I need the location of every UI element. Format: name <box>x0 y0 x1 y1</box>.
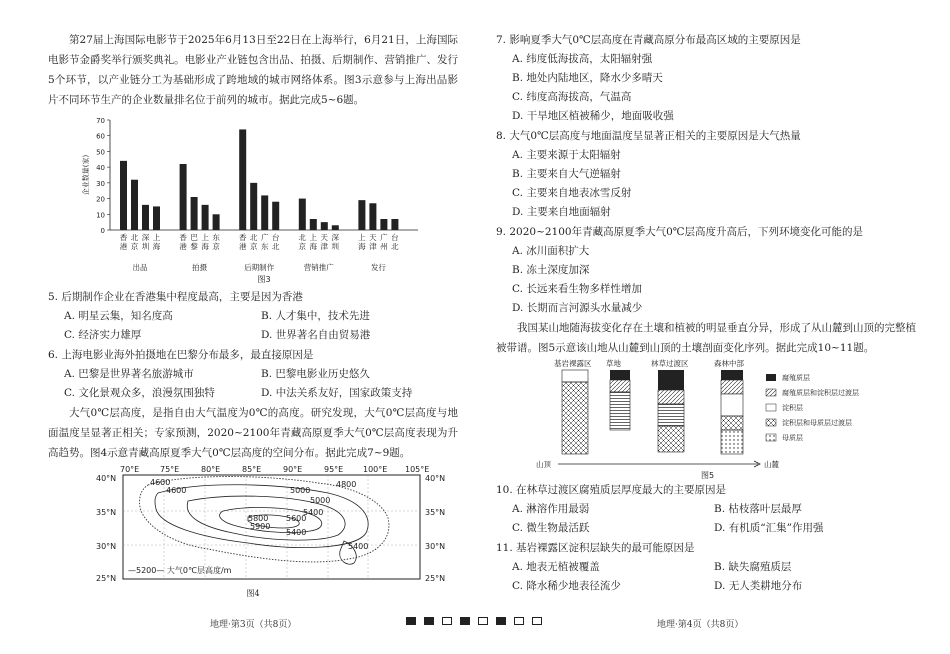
x-tick-label: 香 <box>119 233 128 242</box>
legend-label: 母质层 <box>782 434 803 442</box>
bar <box>202 205 209 230</box>
legend-label: 淀积层 <box>782 404 803 412</box>
bar <box>391 219 398 230</box>
q11-option-c[interactable]: C. 降水稀少地表径流少 <box>512 580 621 592</box>
group-label: 拍摄 <box>192 263 208 272</box>
x-tick-label: 京 <box>298 242 307 251</box>
question-10-options <box>496 500 916 538</box>
x-tick-label: 津 <box>320 242 329 251</box>
x-tick-label: 京 <box>249 242 258 251</box>
q9-option-c[interactable]: C. 长远来看生物多样性增加 <box>512 283 642 295</box>
contour-label: 4600 <box>150 478 171 487</box>
q8-option-c[interactable]: C. 主要来自地表冰雪反射 <box>512 187 632 199</box>
lon-label: 100°E <box>363 465 388 474</box>
q7-option-d[interactable]: D. 干旱地区植被稀少，地面吸收强 <box>512 110 674 122</box>
figure-5-soil-profile <box>496 358 916 480</box>
x-tick-label: 海 <box>358 242 366 251</box>
page-footer-left: 地理·第3页（共8页） <box>210 620 297 630</box>
x-tick-label: 海 <box>201 242 209 251</box>
q5-option-b[interactable]: B. 人才集中，技术先进 <box>261 310 370 322</box>
figure-3-bar-chart <box>48 112 458 287</box>
q7-option-b[interactable]: B. 地处内陆地区，降水少多晴天 <box>512 72 663 84</box>
y-tick-label: 10 <box>96 211 105 220</box>
x-tick-label: 海 <box>152 242 161 251</box>
lon-label: 70°E <box>120 465 140 474</box>
x-tick-label: 台 <box>271 233 280 242</box>
question-6: 6. 上海电影业海外拍摄地在巴黎分布最多，最直接原因是 <box>48 349 314 361</box>
figure-3-caption: 图3 <box>257 275 271 284</box>
x-tick-label: 北 <box>391 242 399 251</box>
q11-option-b[interactable]: B. 缺失腐殖质层 <box>714 561 792 573</box>
q8-option-d[interactable]: D. 主要来自地面辐射 <box>512 206 611 218</box>
bar <box>358 200 365 230</box>
axis-left-label: 山顶 <box>536 460 551 469</box>
lat-label: 40°N <box>96 474 117 483</box>
question-5-options <box>48 307 458 345</box>
q10-option-c[interactable]: C. 微生物最活跃 <box>512 522 590 534</box>
x-tick-label: 天 <box>369 233 377 242</box>
zone-label: 林草过渡区 <box>651 359 689 368</box>
q6-option-c[interactable]: C. 文化景观众多，浪漫氛围独特 <box>64 387 215 399</box>
bar <box>153 206 160 230</box>
x-tick-label: 京 <box>212 242 220 251</box>
bar <box>380 219 387 230</box>
y-tick-label: 20 <box>96 195 105 204</box>
contour-label: 5600 <box>286 514 307 523</box>
bar <box>272 202 279 230</box>
x-tick-label: 台 <box>391 233 399 242</box>
x-tick-label: 圳 <box>331 242 340 251</box>
contour-label: 4800 <box>336 480 357 489</box>
lat-label-right: 30°N <box>425 542 446 551</box>
contour-label: 5400 <box>348 542 369 551</box>
marker <box>460 617 470 625</box>
contour-label: 5900 <box>250 522 271 531</box>
bar <box>321 222 328 230</box>
x-tick-label: 海 <box>309 242 318 251</box>
x-tick-label: 圳 <box>141 242 150 251</box>
contour-label: 4600 <box>166 486 187 495</box>
x-tick-label: 深 <box>141 233 150 242</box>
q6-option-b[interactable]: B. 巴黎电影业历史悠久 <box>261 368 370 380</box>
x-tick-label: 上 <box>152 233 161 242</box>
x-tick-label: 上 <box>358 233 366 242</box>
group-label: 出品 <box>132 263 148 272</box>
intro-7-9: 大气0℃层高度，是指自由大气温度为0℃的高度。研究发现，大气0℃层高度与地面温度呈显著正相关；专家预测，2020~2100年青藏高原夏季大气0℃层高度表现为升高趋势。图4示意青藏高原夏季大气0℃层高度的空间分布。据此完成7~9题。 <box>48 407 458 459</box>
q8-option-a[interactable]: A. 主要来源于太阳辐射 <box>512 149 621 161</box>
contour-label: 5000 <box>310 496 331 505</box>
contour-label: 5800 <box>248 514 269 523</box>
x-tick-label: 北 <box>249 233 258 242</box>
y-tick-label: 50 <box>96 148 105 157</box>
lon-label: 80°E <box>201 465 221 474</box>
axis-right-label: 山麓 <box>764 460 779 469</box>
lat-label-right: 35°N <box>425 508 446 517</box>
x-tick-label: 上 <box>309 233 318 242</box>
x-tick-label: 上 <box>201 233 209 242</box>
x-tick-label: 港 <box>119 242 128 251</box>
question-11: 11. 基岩裸露区淀积层缺失的最可能原因是 <box>496 542 695 554</box>
bar <box>332 225 339 230</box>
q7-option-c[interactable]: C. 纬度高海拔高，气温高 <box>512 91 632 103</box>
q11-option-d[interactable]: D. 无人类耕地分布 <box>714 580 803 592</box>
q11-option-a[interactable]: A. 地表无植被覆盖 <box>512 561 600 573</box>
group-label: 后期制作 <box>244 263 275 272</box>
lon-label: 90°E <box>283 465 303 474</box>
x-tick-label: 京 <box>130 242 139 251</box>
contour-label: 5400 <box>303 508 324 517</box>
bar <box>250 183 257 230</box>
page-markers <box>402 617 546 628</box>
lat-label: 30°N <box>96 542 117 551</box>
lon-label: 85°E <box>242 465 262 474</box>
bar <box>310 219 317 230</box>
bar <box>191 197 198 230</box>
left-column <box>48 30 458 599</box>
marker <box>532 617 542 625</box>
bar <box>261 195 268 230</box>
x-tick-label: 北 <box>298 233 307 242</box>
y-tick-label: 30 <box>96 179 105 188</box>
lat-label: 25°N <box>96 574 117 583</box>
x-tick-label: 港 <box>238 242 247 251</box>
x-tick-label: 香 <box>179 233 187 242</box>
figure-4-map <box>48 463 458 589</box>
contour-label: 5000 <box>290 486 311 495</box>
bar <box>369 203 376 230</box>
question-6-options <box>48 365 458 403</box>
page-footer-right: 地理·第4页（共8页） <box>657 620 744 630</box>
bar <box>239 129 246 230</box>
legend-label: 淀积层和母质层过渡层 <box>782 419 852 427</box>
marker <box>406 617 416 625</box>
y-axis-label: 企业数量(家) <box>82 154 90 196</box>
legend-label: 腐殖质层 <box>782 374 810 382</box>
legend-label: 腐殖质层和淀积层过渡层 <box>782 389 859 397</box>
q9-option-a[interactable]: A. 冰川面积扩大 <box>512 245 590 257</box>
marker <box>442 617 452 625</box>
q7-option-a[interactable]: A. 纬度低海拔高，太阳辐射强 <box>512 53 653 65</box>
question-5: 5. 后期制作企业在香港集中程度最高，主要是因为香港 <box>48 291 303 303</box>
zone-label: 基岩裸露区 <box>554 359 592 368</box>
q9-option-d[interactable]: D. 长期而言河源头水量减少 <box>512 302 643 314</box>
q5-option-a[interactable]: A. 明星云集，知名度高 <box>64 310 173 322</box>
lat-label: 35°N <box>96 508 117 517</box>
lat-label-right: 25°N <box>425 574 446 583</box>
figure-5-caption: 图5 <box>701 471 715 480</box>
marker <box>424 617 434 625</box>
question-10: 10. 在林草过渡区腐殖质层厚度最大的主要原因是 <box>496 484 727 496</box>
lon-label: 95°E <box>324 465 344 474</box>
figure-4-caption: 图4 <box>246 589 260 598</box>
question-7: 7. 影响夏季大气0℃层高度在青藏高原分布最高区域的主要原因是 <box>496 34 801 46</box>
x-tick-label: 东 <box>212 233 220 242</box>
question-8: 8. 大气0℃层高度与地面温度呈显著正相关的主要原因是大气热量 <box>496 130 801 142</box>
bar <box>299 199 306 230</box>
q10-option-a[interactable]: A. 淋溶作用最弱 <box>512 503 590 515</box>
zone-label: 草地 <box>606 359 621 368</box>
x-tick-label: 黎 <box>190 242 198 251</box>
x-tick-label: 州 <box>380 242 388 251</box>
x-tick-label: 深 <box>331 233 340 242</box>
q6-option-d[interactable]: D. 中法关系友好，国家政策支持 <box>261 387 413 399</box>
lon-label: 105°E <box>405 465 430 474</box>
bar <box>142 205 149 230</box>
map-legend: —5200— 大气0℃层高度/m <box>128 566 232 575</box>
bar <box>213 214 220 230</box>
bar <box>180 164 187 230</box>
intro-10-11: 我国某山地随海拔变化存在土壤和植被的明显垂直分异，形成了从山麓到山顶的完整植被带谱。图5示意该山地从山麓到山顶的土壤剖面变化序列。据此完成10~11题。 <box>496 322 916 354</box>
question-9: 9. 2020~2100年青藏高原夏季大气0℃层高度升高后，下列环境变化可能的是 <box>496 226 864 238</box>
q8-option-b[interactable]: B. 主要来自大气逆辐射 <box>512 168 621 180</box>
q10-option-b[interactable]: B. 枯枝落叶层最厚 <box>714 503 802 515</box>
q10-option-d[interactable]: D. 有机质“汇集”作用强 <box>714 522 824 534</box>
bar <box>120 161 127 230</box>
x-tick-label: 津 <box>369 242 377 251</box>
question-11-options <box>496 558 916 596</box>
intro-5-6: 第27届上海国际电影节于2025年6月13日至22日在上海举行，6月21日，上海国际电影节金爵奖举行颁奖典礼。电影业产业链包含出品、拍摄、后期制作、营销推广、发行5个环节，以产业链分工为基础形成了跨地域的城市网络体系。图3示意参与上海出品影片不同环节生产的企业数量排名位于前列的城市。据此完成5~6题。 <box>48 34 458 106</box>
x-tick-label: 东 <box>260 242 269 251</box>
q9-option-b[interactable]: B. 冻土深度加深 <box>512 264 590 276</box>
y-tick-label: 70 <box>96 117 105 125</box>
q5-option-c[interactable]: C. 经济实力雄厚 <box>64 329 142 341</box>
contour-label: 5400 <box>286 528 307 537</box>
y-tick-label: 60 <box>96 132 105 141</box>
x-tick-label: 天 <box>320 233 329 242</box>
marker <box>478 617 488 625</box>
y-tick-label: 40 <box>96 164 105 173</box>
lon-label: 75°E <box>160 465 180 474</box>
x-tick-label: 北 <box>130 233 139 242</box>
q6-option-a[interactable]: A. 巴黎是世界著名旅游城市 <box>64 368 194 380</box>
zone-label: 森林中部 <box>714 359 744 368</box>
bar <box>131 180 138 230</box>
marker <box>514 617 524 625</box>
x-tick-label: 港 <box>179 242 187 251</box>
x-tick-label: 广 <box>380 233 388 242</box>
group-label: 营销推广 <box>303 263 334 272</box>
q5-option-d[interactable]: D. 世界著名自由贸易港 <box>261 329 371 341</box>
group-label: 发行 <box>370 263 386 272</box>
x-tick-label: 香 <box>238 233 247 242</box>
lat-label-right: 40°N <box>425 474 446 483</box>
x-tick-label: 北 <box>271 242 280 251</box>
y-tick-label: 0 <box>100 227 105 235</box>
x-tick-label: 巴 <box>190 233 198 242</box>
x-tick-label: 广 <box>260 233 269 242</box>
right-column <box>496 30 916 596</box>
marker <box>496 617 506 625</box>
